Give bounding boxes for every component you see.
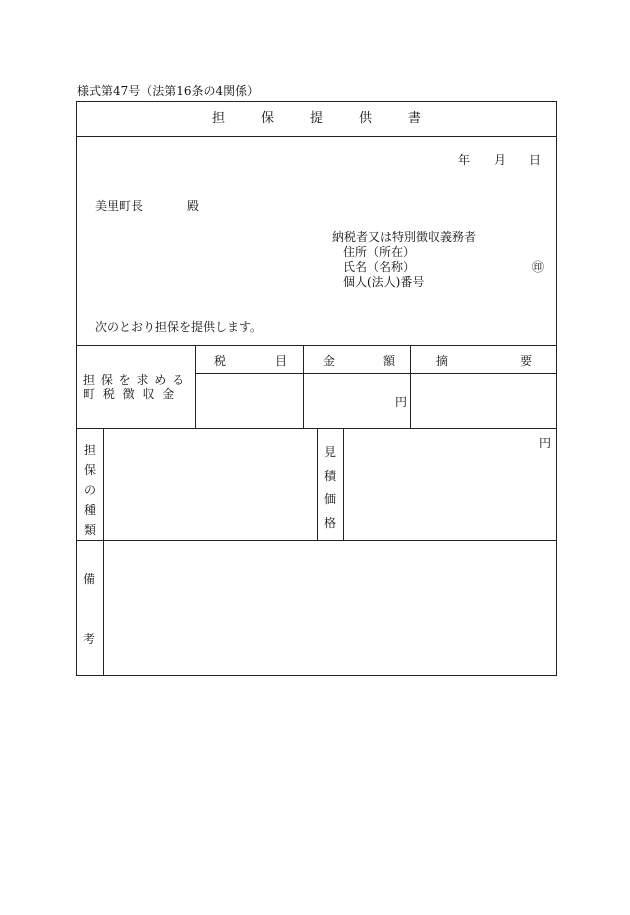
tax-section-divider-v2 <box>303 345 304 428</box>
personal-number-label: 個人(法人)番号 <box>343 275 425 289</box>
collateral-offer-form <box>76 101 557 676</box>
estimate-label <box>323 441 337 535</box>
collateral-type-char-3: の <box>83 483 96 497</box>
col-amount-char2: 額 <box>383 354 396 368</box>
left-label-column-line <box>103 428 104 675</box>
collateral-divider-v1 <box>317 428 318 540</box>
divider-title <box>77 136 556 137</box>
title-char-3: 提 <box>309 111 323 126</box>
title-char-1: 担 <box>211 111 225 126</box>
title-char-5: 書 <box>408 111 422 126</box>
tax-section-header-line <box>195 373 556 374</box>
col-amount-char1: 金 <box>323 354 336 368</box>
divider-header <box>77 345 556 346</box>
collateral-type-char-5: 類 <box>83 523 96 537</box>
estimate-char-1: 見 <box>323 445 336 459</box>
estimate-char-3: 価 <box>323 492 336 506</box>
form-number: 様式第47号（法第16条の4関係） <box>77 84 260 98</box>
estimate-char-4: 格 <box>323 515 336 530</box>
collateral-type-label <box>83 440 97 540</box>
estimate-unit: 円 <box>539 436 552 450</box>
date-year: 年 <box>458 153 471 167</box>
tax-section-divider-v3 <box>410 345 411 428</box>
collateral-type-char-1: 担 <box>83 443 96 457</box>
tax-section-divider-v1 <box>195 345 196 428</box>
col-tax-item-char2: 目 <box>275 354 288 368</box>
seal-mark: ㊞ <box>532 260 545 274</box>
collateral-type-char-2: 保 <box>83 463 96 477</box>
col-tax-item-char1: 税 <box>214 354 227 368</box>
title-char-2: 保 <box>260 111 274 126</box>
tax-row-label-line1: 担 保 を 求 め る <box>83 373 186 387</box>
taxpayer-role: 納税者又は特別徴収義務者 <box>332 230 477 244</box>
date-day: 日 <box>529 153 542 167</box>
statement-text: 次のとおり担保を提供します。 <box>95 320 263 334</box>
collateral-divider-v2 <box>343 428 344 540</box>
col-summary-char2: 要 <box>520 354 533 368</box>
addressee-honorific: 殿 <box>187 199 200 213</box>
addressee-name: 美里町長 <box>95 199 144 213</box>
divider-collateral <box>77 540 556 541</box>
remarks-char-2: 考 <box>83 632 96 646</box>
tax-row-label-line2: 町 税 徴 収 金 <box>83 387 177 401</box>
collateral-type-char-4: 種 <box>83 503 96 517</box>
remarks-char-1: 備 <box>83 572 96 586</box>
taxpayer-address-label: 住所（所在） <box>343 245 416 259</box>
form-title <box>77 112 556 126</box>
date-month: 月 <box>494 153 507 167</box>
col-summary-char1: 摘 <box>436 354 449 368</box>
amount-unit: 円 <box>395 395 408 409</box>
taxpayer-name-label: 氏名（名称） <box>343 260 416 274</box>
title-char-4: 供 <box>359 111 373 126</box>
estimate-char-2: 積 <box>323 468 336 483</box>
